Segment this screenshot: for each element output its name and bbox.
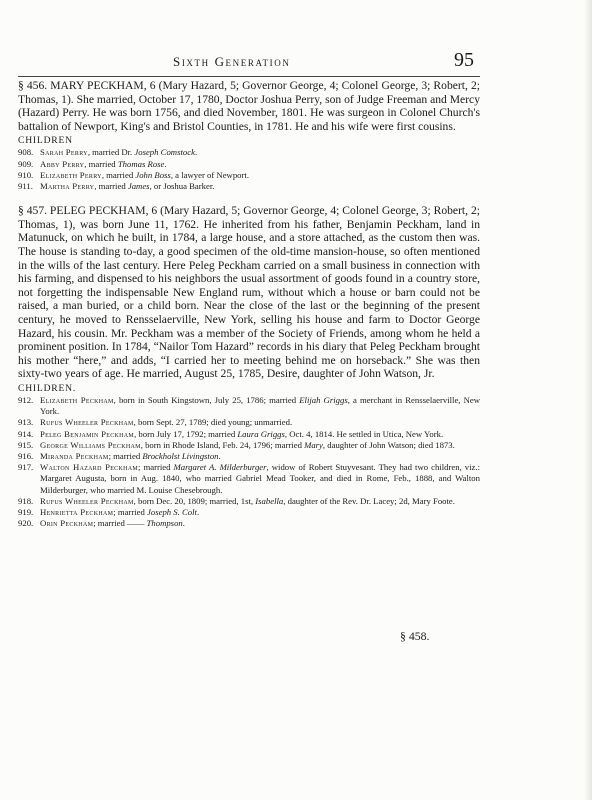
spouse-name: Elijah Griggs bbox=[299, 394, 348, 405]
spouse-name: John Boss bbox=[135, 169, 171, 180]
child-detail: ; married —— bbox=[93, 518, 147, 529]
child-entry bbox=[18, 417, 480, 428]
child-entry bbox=[18, 147, 480, 158]
child-entry bbox=[18, 170, 480, 181]
child-detail: , born in Rhode Island, Feb. 24, 1796; married bbox=[140, 439, 305, 450]
child-detail-tail: , Oct. 4, 1814. He settled in Utica, New York. bbox=[284, 428, 444, 439]
child-number: 914. bbox=[18, 428, 34, 439]
child-name: Abby Perry bbox=[40, 158, 85, 169]
child-detail-tail: . bbox=[194, 147, 198, 158]
child-detail-tail: . bbox=[218, 450, 221, 461]
child-detail-tail: . bbox=[182, 518, 185, 529]
spouse-name: Mary bbox=[304, 439, 323, 450]
spouse-name: Brockholst Livingston bbox=[142, 450, 219, 461]
child-number: 908. bbox=[18, 147, 34, 158]
child-detail: , married Dr. bbox=[87, 147, 135, 158]
child-number: 909. bbox=[18, 158, 34, 169]
spouse-name: Thomas Rose bbox=[117, 158, 165, 169]
children-list bbox=[18, 147, 480, 192]
child-name: Miranda Peckham bbox=[40, 450, 109, 461]
child-detail-tail: , or Joshua Barker. bbox=[149, 180, 215, 191]
child-number: 918. bbox=[18, 495, 34, 506]
next-section-reference: § 458. bbox=[400, 629, 430, 643]
child-entry bbox=[18, 462, 480, 496]
children-list bbox=[18, 395, 480, 529]
section-gap bbox=[18, 192, 480, 204]
child-entry bbox=[18, 440, 480, 451]
child-number: 917. bbox=[18, 462, 34, 473]
child-name: George Williams Peckham bbox=[40, 439, 141, 450]
child-number: 915. bbox=[18, 439, 34, 450]
child-number: 919. bbox=[18, 506, 34, 517]
child-detail: ; married bbox=[113, 506, 148, 517]
entry-paragraph: § 456. MARY PECKHAM, 6 (Mary Hazard, 5; Governor George, 4; Colonel George, 3; Robert, 2; Thomas, 1). She married, October 17, 1780, Doctor Joshua Perry, son of Judge Freeman and Mercy (Hazard) Perry. He was born 1756, and died November, 1801. He was surgeon in Colonel Church's battalion of Newport, King's and Bristol Counties, in 1781. He and his wife were first cousins. bbox=[18, 79, 480, 133]
child-name: Martha Perry bbox=[40, 180, 95, 191]
child-detail: ; married bbox=[108, 450, 143, 461]
child-number: 920. bbox=[18, 518, 34, 529]
entry-457 bbox=[18, 204, 480, 529]
child-detail-tail: , daughter of John Watson; died 1873. bbox=[322, 439, 455, 450]
child-name: Orin Peckham bbox=[40, 518, 94, 529]
child-name: Elizabeth Perry bbox=[40, 169, 102, 180]
child-name: Sarah Perry bbox=[40, 147, 88, 158]
child-detail: , married bbox=[94, 180, 128, 191]
child-name: Peleg Benjamin Peckham bbox=[40, 428, 135, 439]
child-number: 911. bbox=[18, 180, 33, 191]
child-entry bbox=[18, 518, 480, 529]
spouse-name: Isabella bbox=[255, 495, 284, 506]
child-detail: , married bbox=[101, 169, 136, 180]
child-number: 910. bbox=[18, 169, 34, 180]
child-detail-tail: , a merchant in Rensselaerville, New York. bbox=[40, 394, 480, 417]
child-detail: , born Sept. 27, 1789; died young; unmarried. bbox=[133, 417, 293, 428]
child-entry bbox=[18, 395, 480, 417]
child-detail-tail: . bbox=[164, 158, 167, 169]
child-detail: ; married bbox=[138, 462, 174, 473]
child-detail: , married bbox=[84, 158, 118, 169]
child-entry bbox=[18, 451, 480, 462]
page-body bbox=[18, 79, 480, 529]
child-entry bbox=[18, 496, 480, 507]
children-heading: CHILDREN. bbox=[18, 382, 77, 394]
spouse-name: Margaret A. Milderburger bbox=[173, 462, 267, 473]
spouse-name: Joseph Comstock bbox=[134, 147, 195, 158]
child-detail-tail: , widow of Robert Stuyvesant. They had two children, viz.: Margaret Augusta, born in Aug. 1840, who married Gabriel Mead Tooker, and died in Rome, Feb., 1888, and Walton Milderburger, who married M. Louise Chesebrough. bbox=[40, 462, 480, 495]
child-detail: , born Dec. 20, 1809; married, 1st, bbox=[133, 495, 256, 506]
child-entry bbox=[18, 159, 480, 170]
spouse-name: Joseph S. Colt bbox=[147, 506, 197, 517]
child-detail-tail: . bbox=[196, 506, 200, 517]
child-entry bbox=[18, 429, 480, 440]
child-entry bbox=[18, 181, 480, 192]
child-number: 912. bbox=[18, 394, 34, 405]
page-number: 95 bbox=[454, 49, 474, 71]
child-name: Rufus Wheeler Peckham bbox=[40, 495, 134, 506]
child-name: Elizabeth Peckham bbox=[40, 394, 114, 405]
entry-456 bbox=[18, 79, 480, 192]
child-name: Walton Hazard Peckham bbox=[40, 462, 139, 473]
child-number: 916. bbox=[18, 450, 34, 461]
spouse-name: Thompson bbox=[146, 518, 183, 529]
child-name: Rufus Wheeler Peckham bbox=[40, 417, 134, 428]
child-detail: , born July 17, 1792; married bbox=[134, 428, 238, 439]
page-edge bbox=[584, 0, 592, 800]
child-number: 913. bbox=[18, 417, 34, 428]
running-title: Sixth Generation bbox=[173, 54, 291, 69]
child-entry bbox=[18, 507, 480, 518]
child-detail-tail: , a lawyer of Newport. bbox=[170, 169, 249, 180]
child-detail-tail: , daughter of the Rev. Dr. Lacey; 2d, Mary Foote. bbox=[283, 495, 455, 506]
child-detail: , born in South Kingstown, July 25, 1786; married bbox=[113, 394, 300, 405]
child-name: Henrietta Peckham bbox=[40, 506, 114, 517]
children-heading: CHILDREN bbox=[18, 135, 73, 147]
running-header bbox=[18, 49, 480, 77]
spouse-name: James bbox=[127, 180, 150, 191]
entry-paragraph: § 457. PELEG PECKHAM, 6 (Mary Hazard, 5; Governor George, 4; Colonel George, 3; Robert, 2; Thomas, 1), was born June 11, 1762. He inherited from his father, Benjamin Peckham, land in Matunuck, on which he built, in 1784, a large house, and a store attached, as the custom then was. The house is standing to-day, a good specimen of the old-time mansion-house, so often mentioned in the wills of the last century. Here Peleg Peckham carried on a small business in connection with his farming, and dispensed to his neighbors the usual assortment of goods found in a country store, not forgetting the indispensable New England rum, without which a house or barn could not be raised, a man buried, or a child born. Near the close of the last or the beginning of the present century, he moved to Rensselaerville, New York, selling his house and farm to Doctor George Hazard, his cousin. Mr. Peckham was a member of the Society of Friends, among whom he held a prominent position. In 1784, “Nailor Tom Hazard” records in his diary that Peleg Peckham brought his mother “here,” and adds, “I carried her to meeting behind me on horseback.” She was then sixty-two years of age. He married, August 25, 1785, Desire, daughter of John Watson, Jr. bbox=[18, 204, 480, 381]
spouse-name: Laura Griggs bbox=[237, 428, 285, 439]
